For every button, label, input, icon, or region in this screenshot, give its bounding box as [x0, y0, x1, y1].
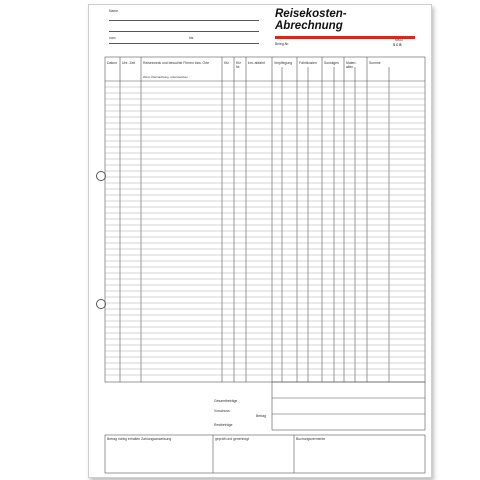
to-label: bis — [189, 36, 194, 40]
col-uhrzeit: Uhr- Zeit — [122, 61, 136, 65]
col-verpflegung: Verpflegung — [274, 61, 293, 65]
col-kfz-nr: Kfz Nr. — [236, 61, 241, 69]
betrag-erhalten-label: Betrag richtig erhalten Zahlungsanweisung — [107, 437, 172, 441]
brand-logo: S C B — [393, 43, 402, 47]
col-datum: Datum — [107, 61, 117, 65]
col-kfz: Kfz — [224, 61, 229, 65]
expense-report-sheet — [88, 4, 432, 478]
title-line-1: Reisekosten- — [275, 8, 347, 20]
beleg-label: Beleg-Nr. — [275, 42, 290, 46]
name-label: Name — [109, 9, 119, 13]
code-small: 565/10 — [395, 39, 403, 42]
betrag-label: Betrag — [256, 414, 266, 418]
title-line-2: Abrechnung — [275, 20, 343, 32]
geprueft-label: geprüft und genehmigt — [215, 437, 249, 441]
restbetraege-label: Restbeträge — [214, 423, 233, 427]
from-label: vom — [109, 36, 116, 40]
col-summe: Summe — [369, 61, 381, 65]
vorschuss-label: Vorschuss — [214, 409, 230, 413]
col-reisezweck: Reisezweck und besuchte Firmen bzw. Orte — [143, 61, 210, 65]
col-reisezweck-sub: Wenn Übernachtung, unterstreichen — [143, 75, 188, 79]
col-km-abfahrt: km- abfahrt — [248, 61, 266, 65]
buchungsvermerke-label: Buchungsvermerke — [296, 437, 326, 441]
col-sonstiges: Sonstiges — [324, 61, 339, 65]
col-fahrtkosten: Fahrtkosten — [299, 61, 317, 65]
form-grid — [89, 5, 431, 477]
gesamtbetraege-label: Gesamtbeträge — [214, 399, 238, 403]
col-materialien: Materi- alien — [346, 61, 357, 69]
ruled-rows — [105, 87, 425, 375]
